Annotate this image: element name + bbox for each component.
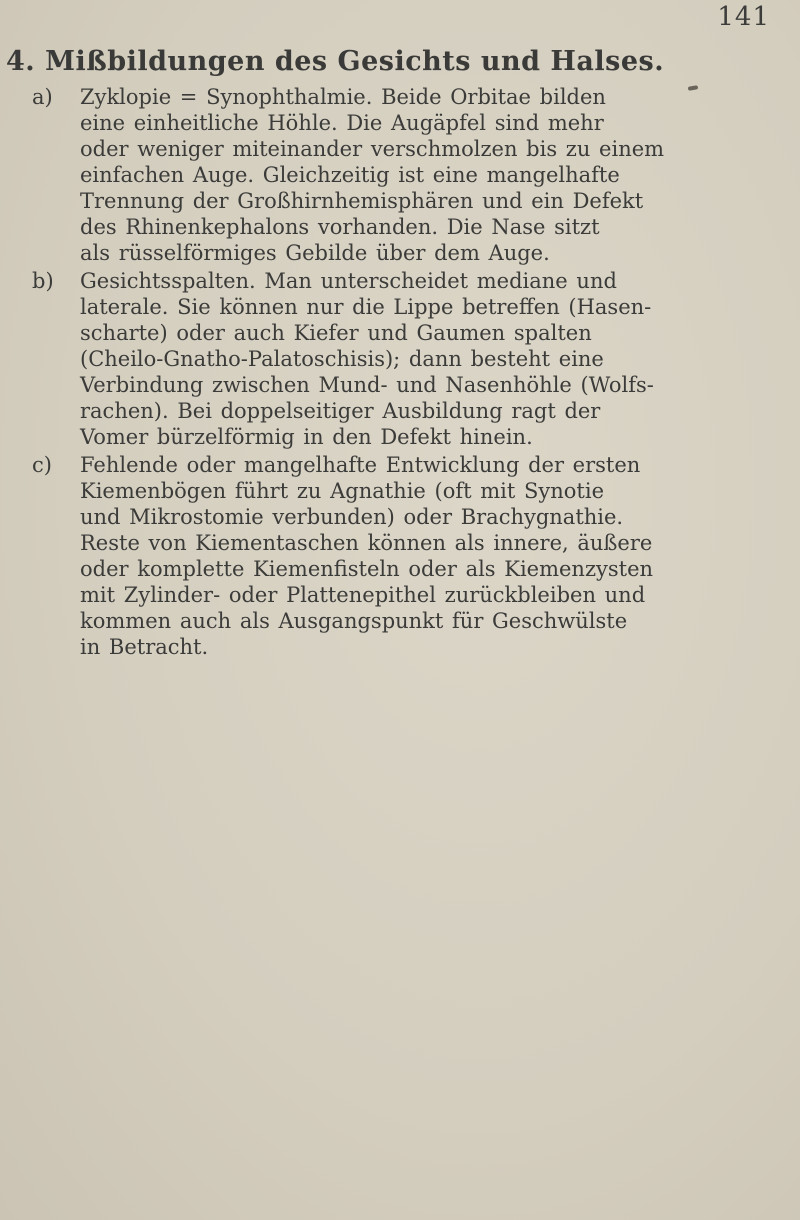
text-line: scharte) oder auch Kiefer und Gaumen spalten xyxy=(80,321,592,345)
item-letter: a) xyxy=(32,85,53,109)
text-line: des Rhinenkephalons vorhanden. Die Nase sitzt xyxy=(80,215,600,239)
text-line: Kiemenbögen führt zu Agnathie (oft mit Synotie xyxy=(80,479,604,503)
text-line: einfachen Auge. Gleichzeitig ist eine mangelhafte xyxy=(80,163,620,187)
text-line: oder weniger miteinander verschmolzen bis zu einem xyxy=(80,137,665,161)
text-line: Trennung der Großhirnhemisphären und ein Defekt xyxy=(80,189,644,213)
text-line: mit Zylinder- oder Plattenepithel zurückbleiben und xyxy=(80,583,646,607)
item-letter: b) xyxy=(32,269,54,293)
text-line: eine einheitliche Höhle. Die Augäpfel sind mehr xyxy=(80,111,604,135)
text-line: (Cheilo-Gnatho-Palatoschisis); dann besteht eine xyxy=(80,347,604,371)
text-line: Fehlende oder mangelhafte Entwicklung der ersten xyxy=(80,453,641,477)
text-line: rachen). Bei doppelseitiger Ausbildung ragt der xyxy=(80,399,601,423)
margin-ink-mark xyxy=(688,85,699,91)
list-item-b xyxy=(32,268,654,450)
text-line: und Mikrostomie verbunden) oder Brachygnathie. xyxy=(80,505,624,529)
text-line: Vomer bürzelförmig in den Defekt hinein. xyxy=(80,425,533,449)
text-line: als rüsselförmiges Gebilde über dem Auge. xyxy=(80,241,550,265)
text-line: Verbindung zwischen Mund- und Nasenhöhle (Wolfs- xyxy=(80,373,654,397)
item-letter: c) xyxy=(32,453,52,477)
text-line: oder komplette Kiemenfisteln oder als Kiemenzysten xyxy=(80,557,654,581)
list-item-a xyxy=(32,84,665,266)
text-line: laterale. Sie können nur die Lippe betreffen (Hasen- xyxy=(80,295,652,319)
list-item-c xyxy=(32,452,654,660)
item-text xyxy=(80,452,654,660)
item-text xyxy=(80,268,654,450)
section-heading: 4. Mißbildungen des Gesichts und Halses. xyxy=(6,46,665,77)
item-text xyxy=(80,84,665,266)
text-line: kommen auch als Ausgangspunkt für Geschwülste xyxy=(80,609,628,633)
text-line: Gesichtsspalten. Man unterscheidet mediane und xyxy=(80,269,617,293)
text-line: Zyklopie = Synophthalmie. Beide Orbitae bilden xyxy=(80,85,606,109)
text-line: Reste von Kiementaschen können als innere, äußere xyxy=(80,531,653,555)
page-number: 141 xyxy=(717,2,770,32)
text-line: in Betracht. xyxy=(80,635,209,659)
